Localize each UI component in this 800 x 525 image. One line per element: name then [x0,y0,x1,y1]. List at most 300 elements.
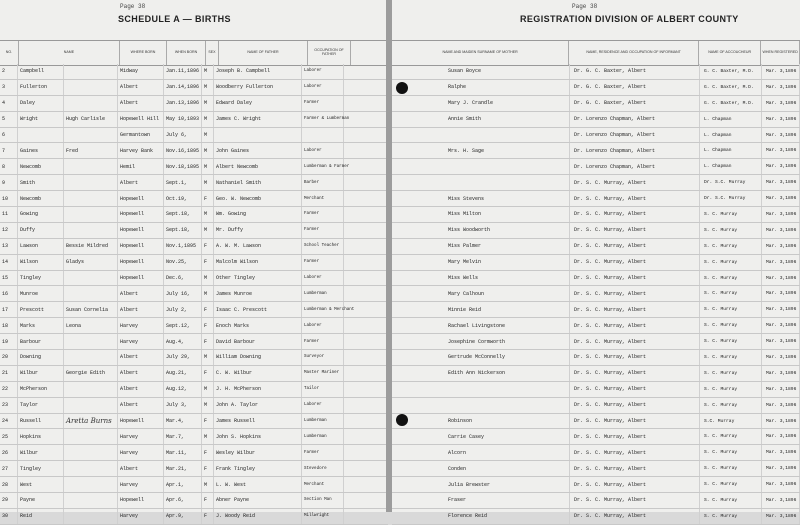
father-occupation-cell: Millwright [302,509,344,524]
where-born-cell: Hemil [118,159,164,174]
father-name-cell: John Gaines [214,143,302,158]
informant-cell: Dr. S. C. Murray, Albert [570,223,700,238]
sex-cell: M [202,398,214,413]
surname-cell: Wilson [18,255,64,270]
registered-date-cell: Mar. 3,1896 [762,429,800,444]
left-page [0,0,388,520]
father-occupation-cell: Laborer [302,143,344,158]
table-row [392,286,800,302]
when-born-cell: July 3, [164,398,202,413]
when-born-cell: July 29, [164,350,202,365]
sex-cell: M [202,64,214,79]
given-name-cell [64,271,118,286]
accoucheur-cell: L. Chapman [700,159,762,174]
row-number: 9 [0,175,18,190]
left-column-header: NO. [0,41,19,65]
father-name-cell: Malcolm Wilson [214,255,302,270]
row-number: 17 [0,302,18,317]
mother-name-cell [392,398,570,413]
registered-date-cell: Mar. 3,1896 [762,96,800,111]
table-row [392,96,800,112]
informant-cell: Dr. S. C. Murray, Albert [570,382,700,397]
table-row [0,159,388,175]
right-column-headers [392,40,800,66]
table-row [0,191,388,207]
mother-name-cell: Miss Milton [392,207,570,222]
sex-cell: M [202,96,214,111]
table-row [392,318,800,334]
accoucheur-cell: L. Chapman [700,112,762,127]
given-name-cell: Gladys [64,255,118,270]
accoucheur-cell: S. C. Murray [700,461,762,476]
table-row [392,509,800,525]
table-row [0,477,388,493]
given-name-cell [64,445,118,460]
accoucheur-cell: S. C. Murray [700,445,762,460]
father-name-cell: A. W. M. Lawson [214,239,302,254]
sex-cell: M [202,429,214,444]
mother-name-cell [392,382,570,397]
row-number: 26 [0,445,18,460]
given-name-cell [64,175,118,190]
father-occupation-cell: Merchant [302,191,344,206]
table-row [392,461,800,477]
when-born-cell: July 6, [164,128,202,143]
table-row [392,414,800,430]
given-name-cell [64,350,118,365]
right-column-header: NAME OF ACCOUCHEUR [699,41,761,65]
right-page-title: REGISTRATION DIVISION OF ALBERT COUNTY [520,14,739,24]
where-born-cell: Harvey [118,334,164,349]
informant-cell: Dr. S. C. Murray, Albert [570,302,700,317]
accoucheur-cell: S. C. Murray [700,509,762,524]
father-occupation-cell: Farmer [302,207,344,222]
sex-cell: M [202,175,214,190]
left-page-number: Page 38 [120,3,146,10]
mother-name-cell: Carrie Casey [392,429,570,444]
mother-name-cell: Edith Ann Nickerson [392,366,570,381]
row-number: 29 [0,493,18,508]
sex-cell: M [202,477,214,492]
given-name-cell [64,191,118,206]
informant-cell: Dr. G. C. Baxter, Albert [570,96,700,111]
father-occupation-cell: Laborer [302,318,344,333]
row-number: 23 [0,398,18,413]
mother-name-cell: Mary Calhoun [392,286,570,301]
surname-cell: Prescott [18,302,64,317]
row-number: 7 [0,143,18,158]
table-row [392,429,800,445]
informant-cell: Dr. S. C. Murray, Albert [570,334,700,349]
given-name-cell [64,96,118,111]
sex-cell: M [202,80,214,95]
mother-name-cell: Gertrude McConnelly [392,350,570,365]
informant-cell: Dr. S. C. Murray, Albert [570,445,700,460]
when-born-cell: Apr.9, [164,509,202,524]
surname-cell: Gaines [18,143,64,158]
when-born-cell: Mar.11, [164,445,202,460]
father-name-cell: Frank Tingley [214,461,302,476]
informant-cell: Dr. G. C. Baxter, Albert [570,80,700,95]
registered-date-cell: Mar. 3,1896 [762,159,800,174]
given-name-cell: Susan Cornelia [64,302,118,317]
father-name-cell: Other Tingley [214,271,302,286]
table-row [392,143,800,159]
accoucheur-cell: S. C. Murray [700,239,762,254]
right-column-header: WHEN REGISTERED [761,41,800,65]
surname-cell: Wilbur [18,366,64,381]
sex-cell: F [202,255,214,270]
informant-cell: Dr. S. C. Murray, Albert [570,255,700,270]
father-name-cell: J. H. McPherson [214,382,302,397]
surname-cell: Newcomb [18,159,64,174]
table-row [0,175,388,191]
when-born-cell: Apr.1, [164,477,202,492]
where-born-cell: Hopewell [118,191,164,206]
registered-date-cell: Mar. 3,1896 [762,414,800,429]
sex-cell: M [202,350,214,365]
informant-cell: Dr. G. C. Baxter, Albert [570,64,700,79]
table-row [0,112,388,128]
row-number: 6 [0,128,18,143]
informant-cell: Dr. S. C. Murray, Albert [570,477,700,492]
when-born-cell: Nov.16,1895 [164,143,202,158]
given-name-cell: Hugh Carlisle [64,112,118,127]
surname-cell [18,128,64,143]
father-occupation-cell: Laborer [302,398,344,413]
informant-cell: Dr. Lorenzo Chapman, Albert [570,143,700,158]
surname-cell: Wright [18,112,64,127]
surname-cell: Lawson [18,239,64,254]
informant-cell: Dr. S. C. Murray, Albert [570,239,700,254]
given-name-cell [64,461,118,476]
registered-date-cell: Mar. 3,1896 [762,382,800,397]
row-number: 22 [0,382,18,397]
row-number: 18 [0,318,18,333]
registered-date-cell: Mar. 3,1896 [762,191,800,206]
surname-cell: Newcomb [18,191,64,206]
where-born-cell: Albert [118,382,164,397]
given-name-cell [64,223,118,238]
sex-cell: F [202,445,214,460]
father-name-cell: J. Woody Reid [214,509,302,524]
surname-cell: Fullerton [18,80,64,95]
right-page [392,0,800,520]
where-born-cell: Hopewell [118,414,164,429]
accoucheur-cell: S. C. Murray [700,398,762,413]
given-name-cell [64,493,118,508]
where-born-cell: Albert [118,96,164,111]
father-occupation-cell: Farmer [302,334,344,349]
given-name-cell [64,64,118,79]
where-born-cell: Hopewell [118,223,164,238]
given-name-cell [64,429,118,444]
registered-date-cell: Mar. 3,1896 [762,255,800,270]
left-column-header: NAME [19,41,120,65]
father-occupation-cell: School Teacher [302,239,344,254]
father-name-cell: David Barbour [214,334,302,349]
when-born-cell: Jan.13,1896 [164,96,202,111]
when-born-cell: Sept.12, [164,318,202,333]
mother-name-cell: Ralphe [392,80,570,95]
table-row [0,334,388,350]
row-number: 19 [0,334,18,349]
father-occupation-cell: Master Mariner [302,366,344,381]
accoucheur-cell: S. C. Murray [700,382,762,397]
accoucheur-cell: S. C. Murray [700,223,762,238]
mother-name-cell: Josephine Cormworth [392,334,570,349]
father-name-cell [214,128,302,143]
table-row [0,366,388,382]
row-number: 25 [0,429,18,444]
father-occupation-cell: Laborer [302,80,344,95]
when-born-cell: Sept.18, [164,207,202,222]
row-number: 2 [0,64,18,79]
given-name-cell [64,207,118,222]
surname-cell: Munroe [18,286,64,301]
sex-cell: F [202,239,214,254]
mother-name-cell: Rachael Livingstone [392,318,570,333]
where-born-cell: Hopewell [118,239,164,254]
registered-date-cell: Mar. 3,1896 [762,80,800,95]
sex-cell: M [202,143,214,158]
left-column-headers [0,40,388,66]
table-row [0,143,388,159]
accoucheur-cell: S.C. Murray [700,414,762,429]
mother-name-cell: Julia Brewster [392,477,570,492]
when-born-cell: Nov.25, [164,255,202,270]
sex-cell: F [202,461,214,476]
registered-date-cell: Mar. 3,1896 [762,398,800,413]
table-row [392,207,800,223]
accoucheur-cell: S. C. Murray [700,366,762,381]
where-born-cell: Albert [118,286,164,301]
sex-cell: F [202,334,214,349]
father-name-cell: John A. Taylor [214,398,302,413]
table-row [0,350,388,366]
table-row [0,207,388,223]
informant-cell: Dr. S. C. Murray, Albert [570,271,700,286]
where-born-cell: Harvey [118,318,164,333]
table-row [0,398,388,414]
row-number: 4 [0,96,18,111]
table-row [392,477,800,493]
registered-date-cell: Mar. 3,1896 [762,143,800,158]
father-occupation-cell [302,128,344,143]
given-name-cell [64,477,118,492]
surname-cell: Marks [18,318,64,333]
left-column-header: WHERE BORN [120,41,167,65]
father-name-cell: William Downing [214,350,302,365]
registered-date-cell: Mar. 3,1896 [762,366,800,381]
mother-name-cell [392,159,570,174]
where-born-cell: Harvey [118,445,164,460]
table-row [0,271,388,287]
informant-cell: Dr. S. C. Murray, Albert [570,509,700,524]
given-name-cell [64,286,118,301]
surname-cell: Daley [18,96,64,111]
sex-cell: M [202,207,214,222]
right-column-header: NAME AND MAIDEN SURNAME OF MOTHER [392,41,569,65]
father-name-cell: Albert Newcomb [214,159,302,174]
where-born-cell: Albert [118,302,164,317]
surname-cell: Downing [18,350,64,365]
father-name-cell: James Munroe [214,286,302,301]
where-born-cell: Albert [118,366,164,381]
surname-cell: Hopkins [18,429,64,444]
table-row [392,112,800,128]
father-name-cell: Wesley Wilbur [214,445,302,460]
informant-cell: Dr. S. C. Murray, Albert [570,398,700,413]
given-name-cell [64,159,118,174]
father-occupation-cell: Laborer [302,64,344,79]
father-name-cell: Nathaniel Smith [214,175,302,190]
surname-cell: Wilbur [18,445,64,460]
informant-cell: Dr. S. C. Murray, Albert [570,493,700,508]
informant-cell: Dr. S. C. Murray, Albert [570,286,700,301]
registered-date-cell: Mar. 3,1896 [762,175,800,190]
father-occupation-cell: Farmer [302,223,344,238]
surname-cell: Russell [18,414,64,429]
father-occupation-cell: Stevedore [302,461,344,476]
accoucheur-cell: Dr. S.C. Murray [700,191,762,206]
informant-cell: Dr. S. C. Murray, Albert [570,366,700,381]
table-row [392,239,800,255]
left-column-header: OCCUPATION OF FATHER [308,41,351,65]
where-born-cell: Hopewell [118,271,164,286]
table-row [392,493,800,509]
surname-cell: Reid [18,509,64,524]
when-born-cell: Jan.11,1896 [164,64,202,79]
surname-cell: Gowing [18,207,64,222]
registered-date-cell: Mar. 3,1896 [762,64,800,79]
row-number: 10 [0,191,18,206]
row-number: 27 [0,461,18,476]
registered-date-cell: Mar. 3,1896 [762,271,800,286]
mother-name-cell: Mary J. Crandle [392,96,570,111]
when-born-cell: Dec.6, [164,271,202,286]
father-name-cell: Wm. Gowing [214,207,302,222]
accoucheur-cell: S. C. Murray [700,207,762,222]
table-row [392,366,800,382]
when-born-cell: Aug.4, [164,334,202,349]
left-column-header: WHEN BORN [167,41,206,65]
accoucheur-cell: S. C. Murray [700,334,762,349]
mother-name-cell: Conden [392,461,570,476]
table-row [392,382,800,398]
table-row [392,223,800,239]
father-name-cell: John S. Hopkins [214,429,302,444]
mother-name-cell: Fraser [392,493,570,508]
informant-cell: Dr. Lorenzo Chapman, Albert [570,128,700,143]
registration-table [392,64,800,525]
registered-date-cell: Mar. 3,1896 [762,461,800,476]
father-occupation-cell: Barber [302,175,344,190]
mother-name-cell [392,128,570,143]
surname-cell: Tingley [18,461,64,476]
when-born-cell: Aug.12, [164,382,202,397]
accoucheur-cell: S. C. Murray [700,318,762,333]
father-occupation-cell: Laborer [302,271,344,286]
registered-date-cell: Mar. 3,1896 [762,477,800,492]
where-born-cell: Albert [118,350,164,365]
registered-date-cell: Mar. 3,1896 [762,350,800,365]
sex-cell: F [202,191,214,206]
table-row [0,96,388,112]
given-name-cell: Georgie Edith [64,366,118,381]
where-born-cell: Harvey [118,509,164,524]
table-row [0,414,388,430]
father-occupation-cell: Section Man [302,493,344,508]
sex-cell: M [202,159,214,174]
given-name-cell: Fred [64,143,118,158]
sex-cell: M [202,271,214,286]
where-born-cell: Midway [118,64,164,79]
informant-cell: Dr. S. C. Murray, Albert [570,191,700,206]
when-born-cell: July 16, [164,286,202,301]
table-row [392,271,800,287]
surname-cell: Tingley [18,271,64,286]
mother-name-cell: Robinson [392,414,570,429]
row-number: 24 [0,414,18,429]
table-row [392,159,800,175]
father-occupation-cell: Farmer [302,255,344,270]
mother-name-cell: Miss Stevens [392,191,570,206]
sex-cell: F [202,318,214,333]
informant-cell: Dr. S. C. Murray, Albert [570,175,700,190]
row-number: 30 [0,509,18,524]
surname-cell: Barbour [18,334,64,349]
mother-name-cell: Miss Wells [392,271,570,286]
mother-name-cell: Florence Reid [392,509,570,524]
accoucheur-cell: S. C. Murray [700,477,762,492]
father-occupation-cell: Lumberman & Farmer [302,159,344,174]
father-occupation-cell: Farmer & Lumberman [302,112,344,127]
left-column-header: SEX [206,41,219,65]
sex-cell: M [202,112,214,127]
when-born-cell: Sept.18, [164,223,202,238]
sex-cell: M [202,286,214,301]
father-occupation-cell: Lumberman & Merchant [302,302,344,317]
father-occupation-cell: Tailor [302,382,344,397]
mother-name-cell: Annie Smith [392,112,570,127]
accoucheur-cell: S. C. Murray [700,271,762,286]
mother-name-cell: Minnie Reid [392,302,570,317]
surname-cell: Taylor [18,398,64,413]
given-name-cell [64,80,118,95]
father-name-cell: Enoch Marks [214,318,302,333]
table-row [392,80,800,96]
accoucheur-cell: S. C. Murray [700,255,762,270]
surname-cell: Campbell [18,64,64,79]
row-number: 15 [0,271,18,286]
given-name-cell: Aretta Burns [64,414,118,429]
informant-cell: Dr. S. C. Murray, Albert [570,207,700,222]
sex-cell: M [202,128,214,143]
where-born-cell: Albert [118,80,164,95]
accoucheur-cell: G. C. Baxter, M.D. [700,80,762,95]
given-name-cell [64,128,118,143]
registered-date-cell: Mar. 3,1896 [762,286,800,301]
sex-cell: M [202,223,214,238]
accoucheur-cell: L. Chapman [700,143,762,158]
mother-name-cell: Mrs. H. Sage [392,143,570,158]
surname-cell: McPherson [18,382,64,397]
table-row [392,398,800,414]
table-row [0,80,388,96]
father-occupation-cell: Lumberman [302,414,344,429]
table-row [0,223,388,239]
